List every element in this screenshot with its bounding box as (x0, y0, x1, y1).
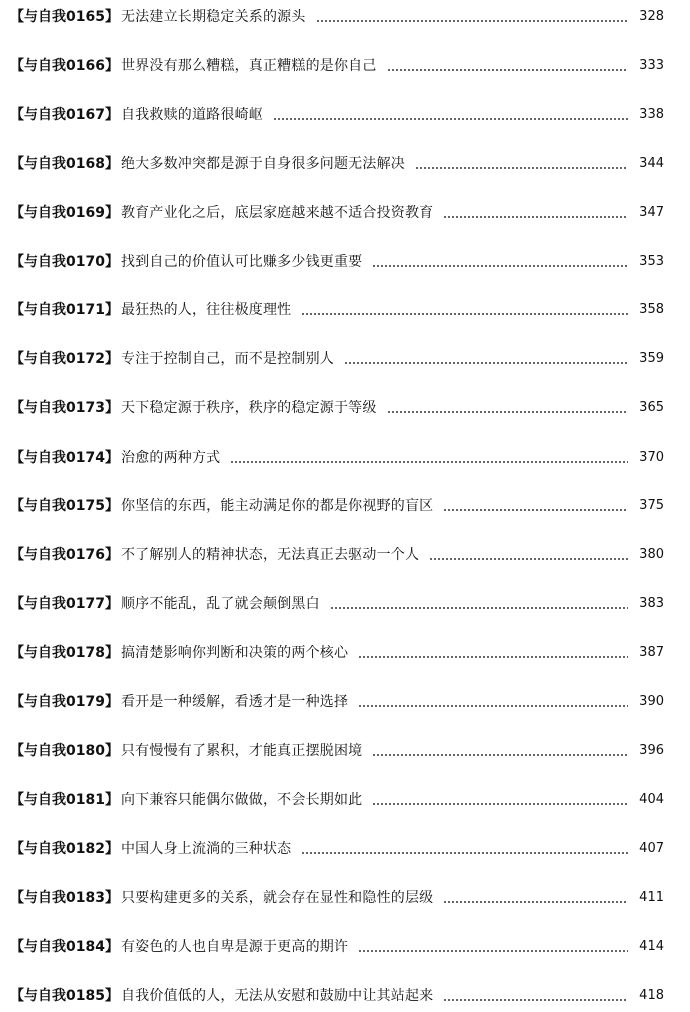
entry-title: 只有慢慢有了累积，才能真正摆脱困境 (120, 743, 363, 759)
entry-number: 【与自我0167】 (10, 107, 119, 123)
dot-leader (301, 852, 628, 854)
toc-entry[interactable] (10, 837, 664, 861)
toc-entry[interactable] (10, 935, 664, 959)
dot-leader (387, 411, 628, 413)
page-number: 333 (639, 58, 664, 73)
entry-title: 只要构建更多的关系，就会存在显性和隐性的层级 (120, 890, 434, 906)
page-number: 387 (639, 645, 664, 660)
toc-entry[interactable] (10, 690, 664, 714)
dot-leader (372, 803, 628, 805)
toc-entry[interactable] (10, 592, 664, 616)
dot-leader (443, 509, 628, 511)
entry-number: 【与自我0174】 (10, 450, 119, 466)
entry-number: 【与自我0171】 (10, 302, 119, 318)
toc-entry[interactable] (10, 396, 664, 420)
entry-title: 看开是一种缓解，看透才是一种选择 (120, 694, 349, 710)
dot-leader (443, 901, 628, 903)
dot-leader (358, 950, 628, 952)
dot-leader (330, 607, 628, 609)
toc-entry[interactable] (10, 641, 664, 665)
page-number: 418 (639, 988, 664, 1003)
toc-entry[interactable] (10, 103, 664, 127)
page-number: 359 (639, 351, 664, 366)
dot-leader (372, 265, 628, 267)
entry-title: 你坚信的东西，能主动满足你的都是你视野的盲区 (120, 498, 434, 514)
entry-title: 天下稳定源于秩序，秩序的稳定源于等级 (120, 400, 377, 416)
page-number: 380 (639, 547, 664, 562)
toc-entry[interactable] (10, 347, 664, 371)
entry-title: 找到自己的价值认可比赚多少钱更重要 (120, 254, 363, 270)
page-number: 383 (639, 596, 664, 611)
entry-number: 【与自我0170】 (10, 254, 119, 270)
toc-entry[interactable] (10, 54, 664, 78)
page-number: 358 (639, 302, 664, 317)
entry-number: 【与自我0166】 (10, 58, 119, 74)
entry-title: 有姿色的人也自卑是源于更高的期许 (120, 939, 349, 955)
dot-leader (387, 69, 628, 71)
page-number: 396 (639, 743, 664, 758)
entry-title: 向下兼容只能偶尔做做，不会长期如此 (120, 792, 363, 808)
toc-entry[interactable] (10, 886, 664, 910)
dot-leader (344, 362, 628, 364)
toc-entry[interactable] (10, 739, 664, 763)
toc-entry[interactable] (10, 446, 664, 470)
entry-number: 【与自我0177】 (10, 596, 119, 612)
dot-leader (230, 461, 628, 463)
dot-leader (443, 999, 628, 1001)
page-number: 338 (639, 107, 664, 122)
entry-number: 【与自我0169】 (10, 205, 119, 221)
page-number: 407 (639, 841, 664, 856)
dot-leader (273, 118, 628, 120)
entry-number: 【与自我0185】 (10, 988, 119, 1004)
page-number: 411 (639, 890, 664, 905)
toc-entry[interactable] (10, 5, 664, 29)
toc-entry[interactable] (10, 298, 664, 322)
page-number: 328 (639, 9, 664, 24)
entry-number: 【与自我0182】 (10, 841, 119, 857)
entry-title: 顺序不能乱，乱了就会颠倒黑白 (120, 596, 320, 612)
entry-title: 最狂热的人，往往极度理性 (120, 302, 292, 318)
entry-number: 【与自我0175】 (10, 498, 119, 514)
entry-title: 教育产业化之后，底层家庭越来越不适合投资教育 (120, 205, 434, 221)
entry-number: 【与自我0180】 (10, 743, 119, 759)
entry-number: 【与自我0179】 (10, 694, 119, 710)
dot-leader (301, 313, 628, 315)
entry-number: 【与自我0168】 (10, 156, 119, 172)
entry-number: 【与自我0184】 (10, 939, 119, 955)
page-number: 344 (639, 156, 664, 171)
toc-entry[interactable] (10, 984, 664, 1008)
entry-number: 【与自我0181】 (10, 792, 119, 808)
toc-entry[interactable] (10, 494, 664, 518)
toc-entry[interactable] (10, 250, 664, 274)
page-number: 347 (639, 205, 664, 220)
page-number: 365 (639, 400, 664, 415)
page-number: 370 (639, 450, 664, 465)
entry-number: 【与自我0173】 (10, 400, 119, 416)
dot-leader (358, 705, 628, 707)
entry-title: 不了解别人的精神状态，无法真正去驱动一个人 (120, 547, 420, 563)
entry-title: 绝大多数冲突都是源于自身很多问题无法解决 (120, 156, 405, 172)
toc-entry[interactable] (10, 788, 664, 812)
entry-number: 【与自我0165】 (10, 9, 119, 25)
dot-leader (415, 167, 628, 169)
page-number: 414 (639, 939, 664, 954)
dot-leader (316, 20, 628, 22)
dot-leader (372, 754, 628, 756)
entry-number: 【与自我0183】 (10, 890, 119, 906)
entry-number: 【与自我0176】 (10, 547, 119, 563)
entry-title: 无法建立长期稳定关系的源头 (120, 9, 306, 25)
dot-leader (358, 656, 628, 658)
entry-title: 自我救赎的道路很崎岖 (120, 107, 263, 123)
entry-title: 中国人身上流淌的三种状态 (120, 841, 292, 857)
entry-title: 自我价值低的人，无法从安慰和鼓励中让其站起来 (120, 988, 434, 1004)
entry-title: 世界没有那么糟糕，真正糟糕的是你自己 (120, 58, 377, 74)
entry-number: 【与自我0178】 (10, 645, 119, 661)
page-number: 375 (639, 498, 664, 513)
entry-number: 【与自我0172】 (10, 351, 119, 367)
entry-title: 搞清楚影响你判断和决策的两个核心 (120, 645, 349, 661)
page-number: 353 (639, 254, 664, 269)
dot-leader (429, 558, 628, 560)
toc-entry[interactable] (10, 201, 664, 225)
page-number: 390 (639, 694, 664, 709)
page-number: 404 (639, 792, 664, 807)
toc-entry[interactable] (10, 543, 664, 567)
toc-entry[interactable] (10, 152, 664, 176)
dot-leader (443, 216, 628, 218)
entry-title: 治愈的两种方式 (120, 450, 221, 466)
entry-title: 专注于控制自己，而不是控制别人 (120, 351, 334, 367)
